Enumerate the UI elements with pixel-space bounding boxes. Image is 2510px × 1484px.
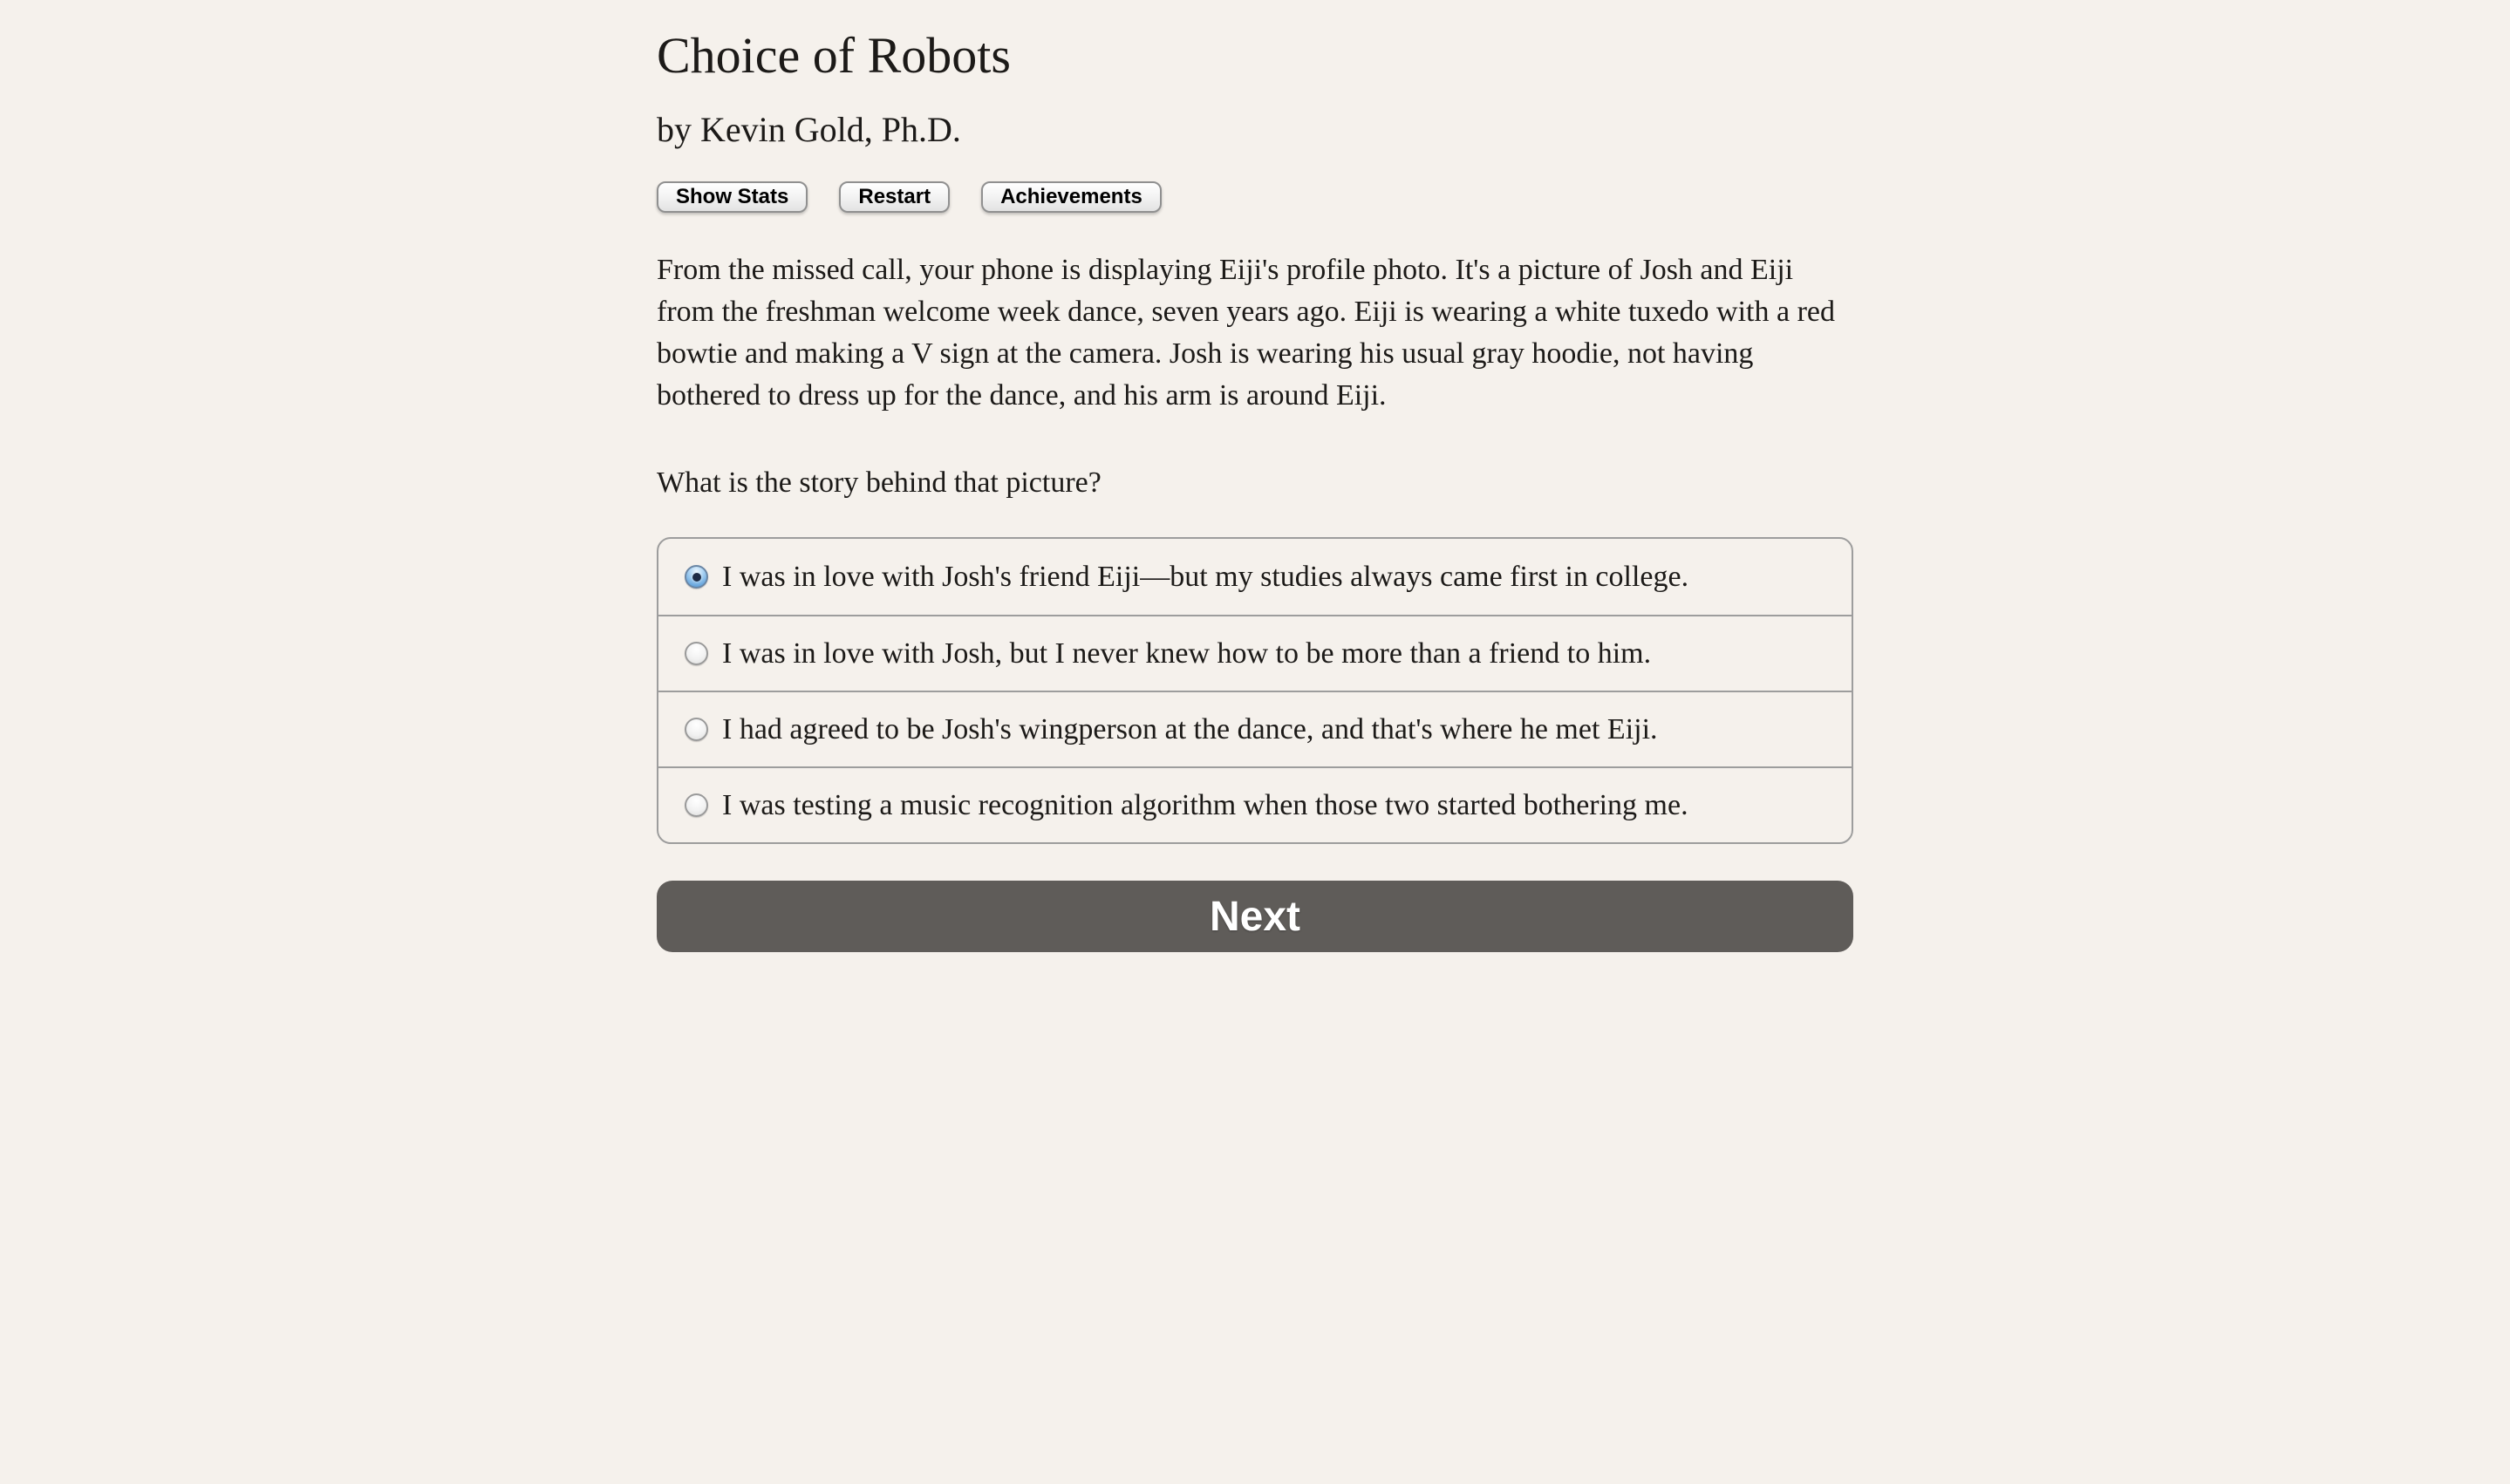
author-byline: by Kevin Gold, Ph.D. [657,110,961,149]
game-page [657,0,1853,952]
toolbar [657,181,1853,213]
radio-button[interactable] [685,565,708,589]
choice-option-label[interactable]: I was testing a music recognition algorithm when those two started bothering me. [722,788,1688,821]
page-title: Choice of Robots [657,27,1011,84]
radio-button[interactable] [685,718,708,741]
radio-button[interactable] [685,642,708,665]
choice-option-label[interactable]: I was in love with Josh, but I never knew how to be more than a friend to him. [722,636,1652,670]
story-question: What is the story behind that picture? [657,466,1102,499]
show-stats-button[interactable]: Show Stats [657,181,808,213]
choice-option-label[interactable]: I was in love with Josh's friend Eiji—but my studies always came first in college. [722,560,1689,593]
choice-option-label[interactable]: I had agreed to be Josh's wingperson at the dance, and that's where he met Eiji. [722,712,1658,745]
achievements-button[interactable]: Achievements [981,181,1162,213]
choice-option-4[interactable] [658,766,1852,842]
choice-option-1[interactable] [658,539,1852,615]
restart-button[interactable]: Restart [839,181,950,213]
choice-option-2[interactable] [658,615,1852,691]
choice-option-3[interactable] [658,691,1852,766]
choice-group [657,537,1853,844]
story-paragraph: From the missed call, your phone is displaying Eiji's profile photo. It's a picture of Josh and Eiji from the freshman welcome week dance, seven years ago. Eiji is wearing a white tuxedo with a red bowtie and making a V sign at the camera. Josh is wearing his usual gray hoodie, not having bothered to dress up for the dance, and his arm is around Eiji. [657,254,1836,412]
radio-button[interactable] [685,793,708,817]
next-button[interactable]: Next [657,881,1853,952]
